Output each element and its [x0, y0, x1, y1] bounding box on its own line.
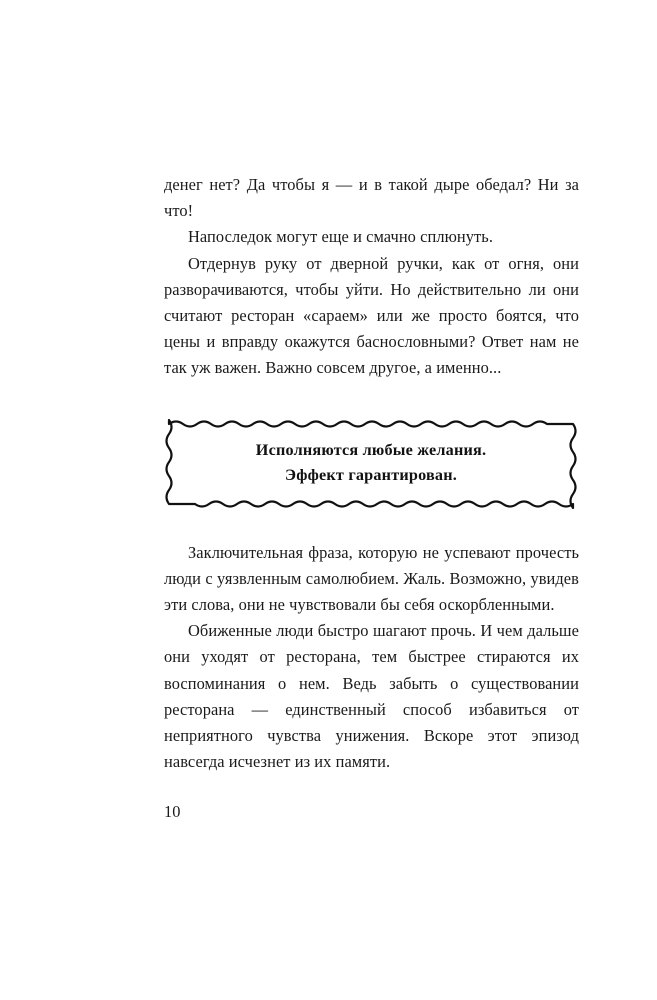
page-number: 10: [164, 802, 181, 821]
page-body: [164, 172, 579, 775]
callout-content: [163, 418, 579, 510]
paragraph: Отдернув руку от дверной ручки, как от огня, они разворачиваются, чтобы уйти. Но действительно ли они считают ресторан «сараем» или же просто боятся, что цены и вправду окажутся баснословными? Ответ нам не так уж важен. Важно совсем другое, а именно...: [164, 253, 579, 378]
paragraph: Напоследок могут еще и смачно сплюнуть.: [188, 227, 494, 247]
paragraph: Обиженные люди быстро шагают прочь. И чем дальше они уходят от ресторана, тем быстрее стираются их воспоминания о нем. Ведь забыть о существовании ресторана — единственный способ избавиться от неприятного чувства унижения. Вскоре этот эпизод навсегда исчезнет из их памяти.: [164, 621, 579, 772]
callout-line: Исполняются любые желания.: [255, 440, 487, 459]
callout-box: [163, 418, 579, 510]
paragraph: Заключительная фраза, которую не успевают прочесть люди с уязвленным самолюбием. Жаль. Возможно, увидев эти слова, они не чувствовали бы себя оскорбленными.: [164, 542, 579, 615]
callout-line: Эффект гарантирован.: [285, 465, 457, 484]
paragraph: денег нет? Да чтобы я — и в такой дыре обедал? Ни за что!: [164, 175, 579, 221]
